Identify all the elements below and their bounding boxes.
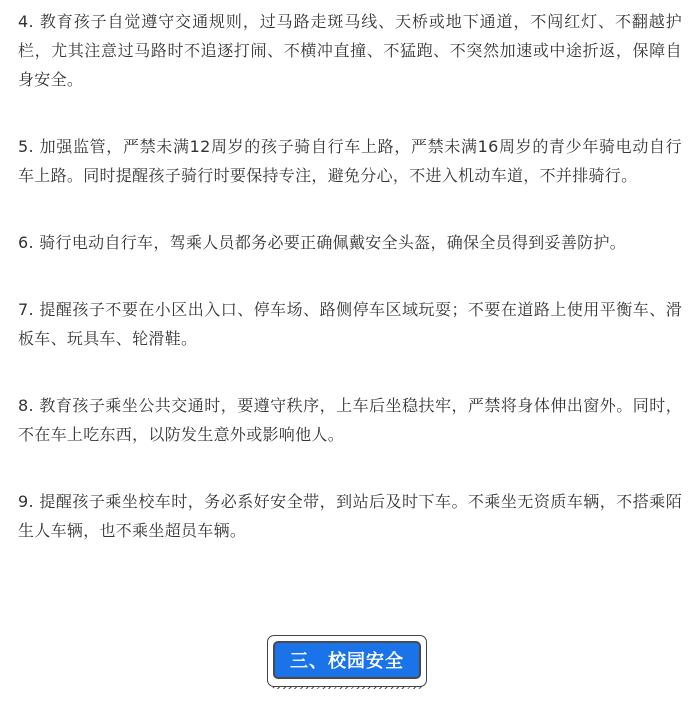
article-body xyxy=(18,7,682,545)
paragraph-9: 9. 提醒孩子乘坐校车时，务必系好安全带，到站后及时下车。不乘坐无资质车辆，不搭乘陌生人车辆，也不乘坐超员车辆。 xyxy=(18,492,682,540)
paragraph-4: 4. 教育孩子自觉遵守交通规则，过马路走斑马线、天桥或地下通道，不闯红灯、不翻越护栏，尤其注意过马路时不追逐打闹、不横冲直撞、不猛跑、不突然加速或中途折返，保障自身安全。 xyxy=(18,12,682,89)
section-heading-badge xyxy=(267,635,427,691)
paragraph-6: 6. 骑行电动自行车，驾乘人员都务必要正确佩戴安全头盔，确保全员得到妥善防护。 xyxy=(18,233,627,252)
section-heading-campus-safety: 三、校园安全 xyxy=(273,641,421,679)
paragraph-8: 8. 教育孩子乘坐公共交通时，要遵守秩序，上车后坐稳扶牢，严禁将身体伸出窗外。同时，不在车上吃东西，以防发生意外或影响他人。 xyxy=(18,396,682,444)
paragraph-7: 7. 提醒孩子不要在小区出入口、停车场、路侧停车区域玩耍；不要在道路上使用平衡车、滑板车、玩具车、轮滑鞋。 xyxy=(18,300,682,348)
paragraph-5: 5. 加强监管，严禁未满12周岁的孩子骑自行车上路，严禁未满16周岁的青少年骑电动自行车上路。同时提醒孩子骑行时要保持专注，避免分心，不进入机动车道，不并排骑行。 xyxy=(18,137,682,185)
